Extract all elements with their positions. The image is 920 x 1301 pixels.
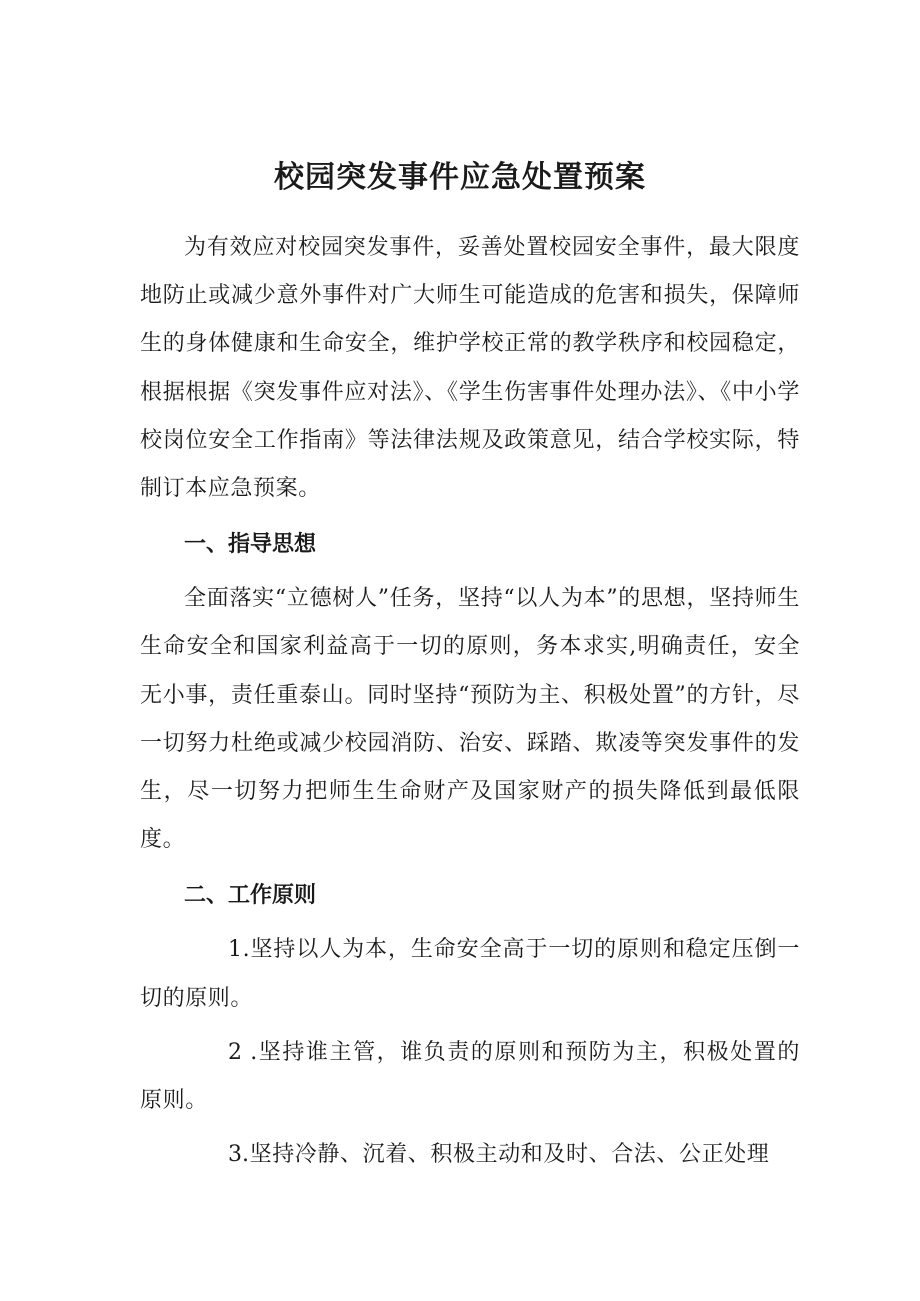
principle-item-2: [140, 1029, 800, 1125]
principle-text: .坚持冷静、沉着、积极主动和及时、合法、公正处理: [242, 1142, 770, 1168]
principle-number: 2 .: [228, 1039, 258, 1065]
intro-paragraph: 为有效应对校园突发事件，妥善处置校园安全事件，最大限度地防止或减少意外事件对广大师生可能造成的危害和损失，保障师生的身体健康和生命安全，维护学校正常的教学秩序和校园稳定，根据根据《突发事件应对法》、《学生伤害事件处理办法》、《中小学校岗位安全工作指南》等法律法规及政策意见，结合学校实际，特制订本应急预案。: [140, 235, 800, 502]
principle-item-1: [140, 926, 800, 1022]
document-body: [140, 224, 800, 1179]
principle-text: 坚持谁主管，谁负责的原则和预防为主，积极处置的原则。: [140, 1039, 800, 1114]
document-title: 校园突发事件应急处置预案: [274, 160, 646, 195]
principle-item-3: [140, 1131, 800, 1179]
principle-number: 3: [228, 1142, 243, 1168]
section-heading-guiding-thought: 一、指导思想: [184, 532, 317, 558]
section-heading-work-principles: 二、工作原则: [184, 883, 317, 909]
guiding-thought-paragraph: 全面落实“立德树人”任务，坚持“以人为本”的思想，坚持师生生命安全和国家利益高于一切的原则，务本求实,明确责任，安全无小事，责任重泰山。同时坚持“预防为主、积极处置”的方针，尽一切努力杜绝或减少校园消防、治安、踩踏、欺凌等突发事件的发生，尽一切努力把师生生命财产及国家财产的损失降低到最低限度。: [140, 586, 800, 853]
principle-number: 1.: [228, 937, 251, 963]
principle-text: 坚持以人为本，生命安全高于一切的原则和稳定压倒一切的原则。: [140, 937, 800, 1011]
